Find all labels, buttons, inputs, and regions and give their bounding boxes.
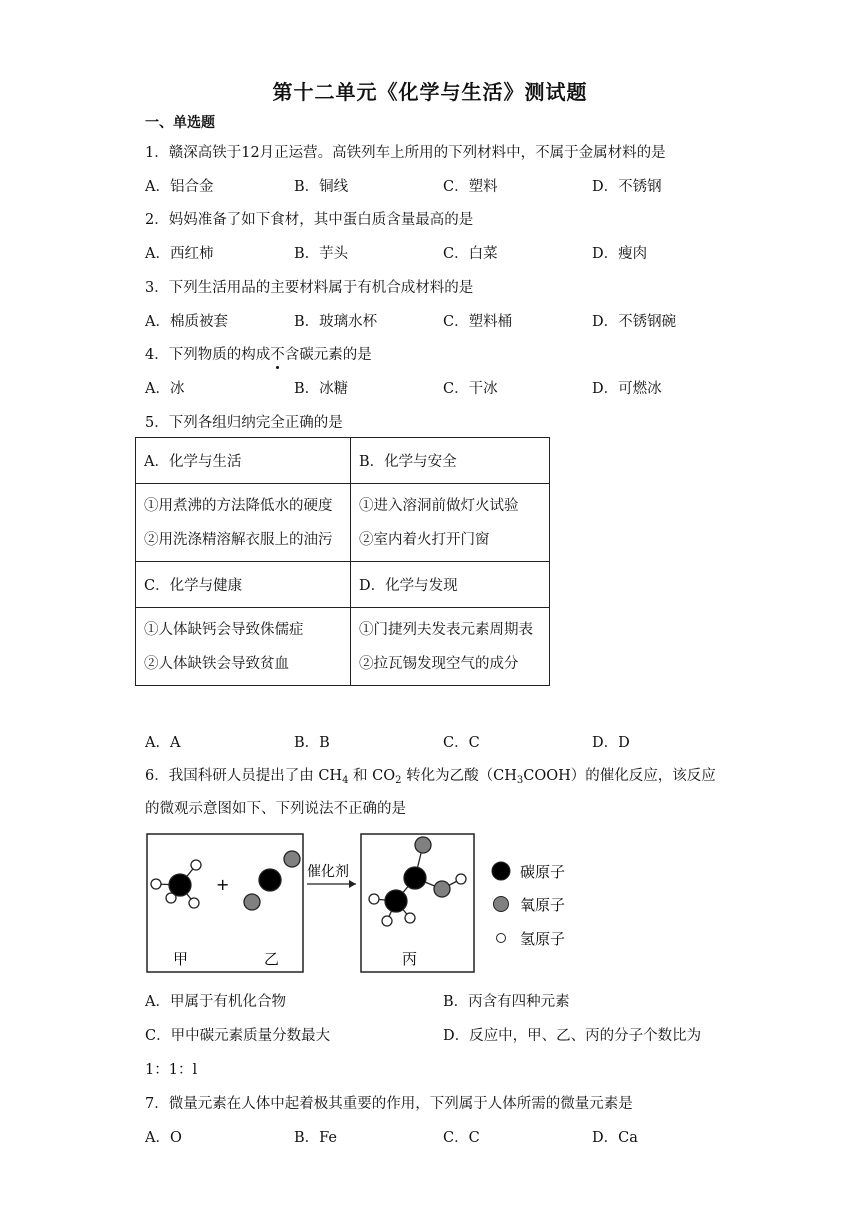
q4-option-b: B．冰糖 — [294, 381, 349, 397]
a-item-2: ②用洗涤精溶解衣服上的油污 — [144, 531, 333, 548]
molecule-bing — [369, 837, 466, 926]
q3-option-c: C．塑料桶 — [443, 314, 513, 330]
q6-sub-3: 3 — [516, 775, 524, 786]
question-1-stem: 1．赣深高铁于12月正运营。高铁列车上所用的下列材料中，不属于金属材料的是 — [145, 145, 666, 161]
table-cell-d-head: D．化学与发现 — [351, 562, 550, 608]
c-item-1: ①人体缺钙会导致侏儒症 — [144, 621, 304, 638]
b-item-2: ②室内着火打开门窗 — [359, 531, 490, 548]
q5-option-b: B．B — [294, 735, 330, 751]
question-7-stem: 7．微量元素在人体中起着极其重要的作用，下列属于人体所需的微量元素是 — [145, 1096, 633, 1112]
table-cell-b-head: B．化学与安全 — [351, 438, 550, 484]
a-item-1: ①用煮沸的方法降低水的硬度 — [144, 497, 333, 514]
d-item-2: ②拉瓦锡发现空气的成分 — [359, 655, 519, 672]
q6-option-a: A．甲属于有机化合物 — [145, 994, 286, 1010]
question-3-stem: 3．下列生活用品的主要材料属于有机合成材料的是 — [145, 280, 474, 296]
q6-sub-2: 2 — [395, 775, 402, 786]
plus-sign: + — [216, 875, 230, 894]
q6-text-1: 6．我国科研人员提出了由 CH — [145, 768, 343, 784]
q5-option-a: A．A — [145, 735, 181, 751]
q6-text-3: 转化为乙酸（CH — [401, 768, 517, 784]
q7-option-d: D．Ca — [592, 1130, 638, 1146]
legend-hydrogen-label: 氢原子 — [520, 930, 566, 948]
question-2-stem: 2．妈妈准备了如下食材，其中蛋白质含量最高的是 — [145, 212, 474, 228]
question-6-stem-line2: 的微观示意图如下、下列说法不正确的是 — [145, 801, 406, 817]
q5-option-c: C．C — [443, 735, 480, 751]
q6-option-c: C．甲中碳元素质量分数最大 — [145, 1028, 331, 1044]
label-yi: 乙 — [264, 950, 280, 968]
legend-carbon-label: 碳原子 — [520, 863, 566, 881]
label-jia: 甲 — [173, 950, 189, 968]
catalyst-label: 催化剂 — [307, 864, 349, 880]
q5-option-d: D．D — [592, 735, 630, 751]
q3-option-a: A．棉质被套 — [145, 314, 228, 330]
q6-option-d-continued: 1：1：l — [145, 1062, 198, 1078]
q4-option-c: C．干冰 — [443, 381, 498, 397]
table-cell-c-head: C．化学与健康 — [136, 562, 351, 608]
arrow-head-icon — [349, 880, 356, 888]
d-item-1: ①门捷列夫发表元素周期表 — [359, 621, 533, 638]
atom-legend — [492, 862, 565, 948]
legend-oxygen-label: 氧原子 — [520, 896, 566, 914]
q1-option-d: D．不锈钢 — [592, 179, 662, 195]
q1-option-c: C．塑料 — [443, 179, 498, 195]
legend-carbon-marker — [492, 862, 510, 880]
table-cell-a-head: A．化学与生活 — [136, 438, 351, 484]
q2-option-d: D．瘦肉 — [592, 246, 648, 262]
molecule-jia — [151, 860, 201, 908]
question-5-stem: 5．下列各组归纳完全正确的是 — [145, 415, 343, 431]
q2-option-a: A．西红柿 — [145, 246, 214, 262]
q2-option-c: C．白菜 — [443, 246, 498, 262]
c-item-2: ②人体缺铁会导致贫血 — [144, 655, 289, 672]
section-heading: 一、单选题 — [145, 115, 215, 131]
page-title: 第十二单元《化学与生活》测试题 — [272, 80, 588, 104]
q6-text-4: COOH）的催化反应，该反应 — [523, 768, 716, 784]
q2-option-b: B．芋头 — [294, 246, 349, 262]
q3-option-b: B．玻璃水杯 — [294, 314, 378, 330]
q4-option-a: A．冰 — [145, 381, 185, 397]
q6-option-b: B．丙含有四种元素 — [443, 994, 570, 1010]
q4-stem-part2: 含碳元素的是 — [284, 347, 372, 363]
q1-option-a: A．铝合金 — [145, 179, 214, 195]
q7-option-a: A．O — [145, 1130, 182, 1146]
q7-option-b: B．Fe — [294, 1130, 338, 1146]
q4-option-d: D．可燃冰 — [592, 381, 662, 397]
q3-option-d: D．不锈钢碗 — [592, 314, 677, 330]
q6-option-d: D．反应中，甲、乙、丙的分子个数比为 — [443, 1028, 702, 1044]
b-item-1: ①进入溶洞前做灯火试验 — [359, 497, 519, 514]
legend-oxygen-marker — [494, 897, 509, 912]
molecule-yi — [244, 851, 300, 910]
label-bing: 丙 — [402, 950, 418, 968]
q7-option-c: C．C — [443, 1130, 480, 1146]
q6-text-2: 和 CO — [348, 768, 396, 784]
q6-sub-1: 4 — [342, 775, 349, 786]
q4-stem-part1: 4．下列物质的构成 — [145, 347, 271, 363]
legend-hydrogen-marker — [497, 934, 506, 943]
q4-emphasis-dot-char: 不 — [270, 343, 285, 364]
q1-option-b: B．铜线 — [294, 179, 349, 195]
